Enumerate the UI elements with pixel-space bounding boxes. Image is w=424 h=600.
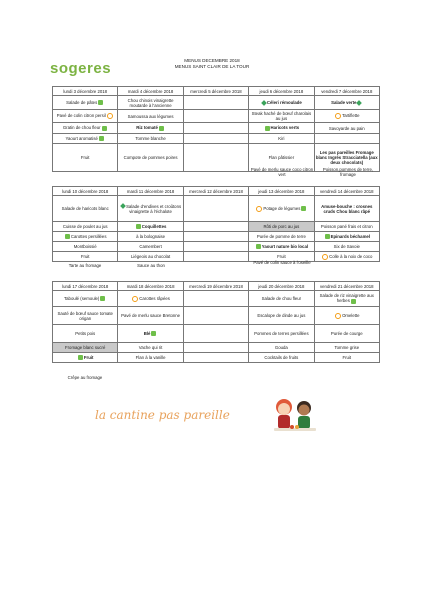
- dish-label: Fruit: [80, 155, 90, 160]
- menu-cell: [314, 110, 379, 123]
- dish-label: Flan pâtissier: [268, 155, 295, 160]
- menu-cell: [118, 110, 183, 123]
- menu-cell: [249, 307, 314, 325]
- extra-dish: Pavé de colin sauce à l'oseille: [253, 260, 311, 265]
- menu-cell: [118, 325, 183, 343]
- organic-icon: [256, 244, 261, 249]
- dish-label: Montboissié: [73, 244, 97, 249]
- dish-label: Riz tomaté: [136, 125, 158, 131]
- dish-label: Salade de haricots blanc: [61, 206, 109, 211]
- dish-label: Savoyarde au pain: [328, 125, 365, 131]
- dish-label: Gouda: [274, 345, 288, 350]
- dish-label: Salade de pâtes: [66, 99, 98, 105]
- menu-row: [53, 110, 380, 123]
- children-illustration: [270, 395, 320, 439]
- menu-cell: [249, 222, 314, 232]
- menu-row: [53, 232, 380, 242]
- dish-label: Flan à la vanille: [135, 355, 166, 360]
- dish-label: Compote de pommes poires: [123, 155, 178, 160]
- menu-cell: [118, 222, 183, 232]
- menu-cell: [53, 353, 118, 363]
- menu-cell: [314, 252, 379, 262]
- dish-label: Tomme blanche: [135, 136, 166, 141]
- organic-icon: [325, 234, 330, 239]
- day-header: mercredi 12 décembre 2018: [183, 187, 248, 196]
- menu-cell: [53, 110, 118, 123]
- menu-cell: [118, 123, 183, 134]
- menu-cell: [249, 232, 314, 242]
- dish-label: Carottes persillées: [70, 233, 107, 239]
- dish-label: Blé: [143, 330, 151, 336]
- dish-label: Escalope de dinde au jus: [257, 313, 306, 318]
- dish-label: Purée de courge: [330, 331, 363, 336]
- dish-label: Fruit: [80, 254, 90, 259]
- menu-row: [53, 307, 380, 325]
- menu-cell: [183, 307, 248, 325]
- organic-icon: [98, 100, 103, 105]
- menu-cell: [53, 307, 118, 325]
- dish-label: Rôti de porc au jus: [263, 224, 300, 229]
- dish-label: Gratin de chou fleur: [62, 125, 101, 131]
- dish-label: Fruit: [342, 355, 352, 360]
- dish-label: Omelette: [342, 312, 360, 318]
- organic-icon: [65, 234, 70, 239]
- menu-cell: [53, 196, 118, 222]
- menu-cell: [183, 110, 248, 123]
- day-header: jeudi 6 décembre 2018: [249, 87, 314, 96]
- dish-label: Colle à la noix de coco: [329, 253, 373, 259]
- menu-cell: [314, 325, 379, 343]
- dish-label: Salade verte: [331, 100, 357, 105]
- dish-label: Coquillettes: [141, 223, 167, 229]
- menu-cell: [53, 252, 118, 262]
- week-3-table: [52, 281, 380, 363]
- menu-row: [53, 134, 380, 144]
- menu-cell: [53, 343, 118, 353]
- menu-cell: [53, 232, 118, 242]
- menu-cell: [249, 110, 314, 123]
- menu-cell: [183, 291, 248, 307]
- menu-cell: [183, 144, 248, 172]
- menu-cell: [314, 123, 379, 134]
- organic-icon: [159, 126, 164, 131]
- dish-label: Salade d'endives et croûtons vinaigrette à l'échalote: [126, 203, 182, 214]
- menu-cell: [314, 307, 379, 325]
- menu-cell: [53, 325, 118, 343]
- dish-label: Carottes râpées: [139, 295, 170, 301]
- organic-icon: [265, 126, 270, 131]
- menu-cell: [53, 96, 118, 110]
- menu-cell: [249, 242, 314, 252]
- menu-cell: [118, 353, 183, 363]
- menu-cell: [249, 325, 314, 343]
- menu-subtitle: MENUS SAINT CLAIR DE LA TOUR: [174, 64, 250, 69]
- menu-cell: [249, 291, 314, 307]
- menu-cell: [314, 96, 379, 110]
- menu-cell: [183, 134, 248, 144]
- day-header: vendredi 21 décembre 2018: [314, 282, 379, 291]
- dish-label: Yaourt nature bio local: [261, 243, 309, 249]
- dish-label: Purée de pomme de terre: [256, 234, 306, 239]
- menu-cell: [53, 291, 118, 307]
- day-header: lundi 17 décembre 2018: [53, 282, 118, 291]
- menu-cell: [314, 242, 379, 252]
- menu-cell: [183, 196, 248, 222]
- menu-cell: [118, 307, 183, 325]
- dish-label: Camembert: [139, 244, 162, 249]
- menu-cell: [53, 144, 118, 172]
- label-icon: [256, 206, 262, 212]
- menu-cell: [53, 123, 118, 134]
- dish-label: Yaourt aromatisé: [65, 135, 98, 141]
- menu-cell: [249, 196, 314, 222]
- local-icon: [261, 100, 267, 106]
- dish-label: Cocktails de fruits: [264, 355, 299, 360]
- dish-label: Vache qui rit: [138, 345, 163, 350]
- menu-cell: [183, 353, 248, 363]
- dish-label: Potage de légumes: [263, 205, 301, 211]
- dish-label: Amuse-bouche : crosnes cruds Chou blanc râpé: [321, 203, 373, 214]
- menu-cell: [118, 144, 183, 172]
- day-header: jeudi 20 décembre 2018: [249, 282, 314, 291]
- menu-cell: [183, 222, 248, 232]
- organic-icon: [351, 299, 356, 304]
- day-header-row: [53, 282, 380, 291]
- menu-row: [53, 222, 380, 232]
- menu-cell: [249, 343, 314, 353]
- menu-cell: [183, 252, 248, 262]
- day-header-row: [53, 87, 380, 96]
- organic-icon: [99, 136, 104, 141]
- extra-dish: Sauce au thon: [137, 263, 165, 268]
- week-1-table: [52, 86, 380, 172]
- menu-row: [53, 242, 380, 252]
- dish-label: Liégeois au chocolat: [130, 254, 171, 259]
- menu-row: [53, 196, 380, 222]
- day-header: vendredi 14 décembre 2018: [314, 187, 379, 196]
- dish-label: Salade de chou fleur: [261, 296, 302, 301]
- extra-dish: Crêpe au fromage: [67, 375, 103, 380]
- organic-icon: [102, 126, 107, 131]
- dish-label: Fruit: [277, 254, 286, 259]
- extra-dish: Tarte au fromage: [68, 263, 102, 268]
- organic-icon: [301, 206, 306, 211]
- dish-label: Salade de riz vinaigrette aux herbes: [319, 293, 374, 304]
- menu-cell: [183, 96, 248, 110]
- dish-label: Kiri: [278, 136, 285, 141]
- organic-icon: [136, 224, 141, 229]
- menu-cell: [183, 123, 248, 134]
- label-icon: [335, 113, 341, 119]
- dish-label: Pavé de colin citron persil: [56, 113, 106, 119]
- menu-row: [53, 325, 380, 343]
- dish-label: Sauté de bœuf sauce tomate origan: [57, 310, 113, 321]
- label-icon: [132, 296, 138, 302]
- menu-cell: [314, 353, 379, 363]
- menu-cell: [183, 343, 248, 353]
- dish-label: Six de Savoie: [333, 244, 360, 249]
- day-header: jeudi 13 décembre 2018: [249, 187, 314, 196]
- day-header: vendredi 7 décembre 2018: [314, 87, 379, 96]
- dish-label: Fromage blanc sucré: [65, 345, 106, 350]
- label-icon: [107, 113, 113, 119]
- dish-label: Cuisse de poulet au jus: [62, 224, 108, 229]
- dish-label: Fruit: [83, 354, 94, 360]
- menu-cell: [314, 134, 379, 144]
- extra-dish: Poisson,pommes de terre, fromage: [322, 167, 374, 177]
- dish-label: Pommes de terres persillées: [254, 331, 309, 336]
- label-icon: [335, 313, 341, 319]
- organic-icon: [78, 355, 83, 360]
- menu-cell: [118, 242, 183, 252]
- day-header: mardi 4 décembre 2018: [118, 87, 183, 96]
- menu-cell: [249, 96, 314, 110]
- dish-label: Taboulé (semoule): [64, 295, 100, 301]
- menu-cell: [249, 134, 314, 144]
- sogeres-logo: sogeres: [50, 60, 112, 77]
- organic-icon: [151, 331, 156, 336]
- menu-row: [53, 96, 380, 110]
- menu-row: [53, 123, 380, 134]
- menu-cell: [118, 343, 183, 353]
- menu-row: [53, 353, 380, 363]
- menu-title: MENUS DECEMBRE 2018: [184, 58, 240, 63]
- menu-row: [53, 291, 380, 307]
- signature-text: la cantine pas pareille: [95, 408, 230, 422]
- menu-cell: [314, 291, 379, 307]
- menu-cell: [118, 291, 183, 307]
- dish-label: Samoussa aux légumes: [127, 113, 174, 119]
- dish-label: Steak haché de bœuf charolais au jus: [251, 111, 312, 121]
- menu-cell: [183, 242, 248, 252]
- menu-cell: [314, 343, 379, 353]
- day-header: lundi 3 décembre 2018: [53, 87, 118, 96]
- dish-label: Tartiflette: [342, 113, 360, 119]
- dish-label: Pavé de merlu sauce Bretonne: [121, 313, 181, 318]
- menu-cell: [314, 232, 379, 242]
- dish-label: Tomme grise: [334, 345, 360, 350]
- day-header: mercredi 5 décembre 2018: [183, 87, 248, 96]
- menu-row: [53, 252, 380, 262]
- menu-cell: [118, 134, 183, 144]
- label-icon: [322, 254, 328, 260]
- dish-label: Petits pois: [75, 331, 96, 336]
- menu-cell: [314, 196, 379, 222]
- menu-cell: [53, 222, 118, 232]
- menu-cell: [53, 242, 118, 252]
- local-icon: [357, 100, 363, 106]
- dish-label: Epinards béchamel: [330, 233, 370, 239]
- day-header: mercredi 19 décembre 2018: [183, 282, 248, 291]
- organic-icon: [100, 296, 105, 301]
- menu-cell: [314, 222, 379, 232]
- menu-cell: [183, 232, 248, 242]
- day-header: mardi 11 décembre 2018: [118, 187, 183, 196]
- extra-dish: Pavé de merlu sauce coco citron vert: [250, 167, 314, 177]
- menu-cell: [118, 196, 183, 222]
- dish-label: Chou chinois vinaigrette moutarde à l'ancienne: [127, 97, 174, 108]
- day-header: lundi 10 décembre 2018: [53, 187, 118, 196]
- menu-cell: [118, 232, 183, 242]
- dish-label: Céleri rémoulade: [266, 100, 302, 105]
- menu-cell: [53, 134, 118, 144]
- day-header-row: [53, 187, 380, 196]
- menu-cell: [118, 96, 183, 110]
- day-header: mardi 18 décembre 2018: [118, 282, 183, 291]
- dish-label: à la bolognaise: [136, 234, 166, 239]
- menu-row: [53, 343, 380, 353]
- menu-cell: [249, 123, 314, 134]
- menu-cell: [118, 252, 183, 262]
- week-2-table: [52, 186, 380, 262]
- dish-label: Poisson pané frais et citron: [320, 224, 373, 229]
- menu-cell: [249, 353, 314, 363]
- menu-cell: [183, 325, 248, 343]
- dish-label: Les pas pareilles Fromage blanc Ingrés Stracciatella (aux deux chocolats): [315, 150, 378, 165]
- dish-label: Haricots verts: [270, 125, 300, 131]
